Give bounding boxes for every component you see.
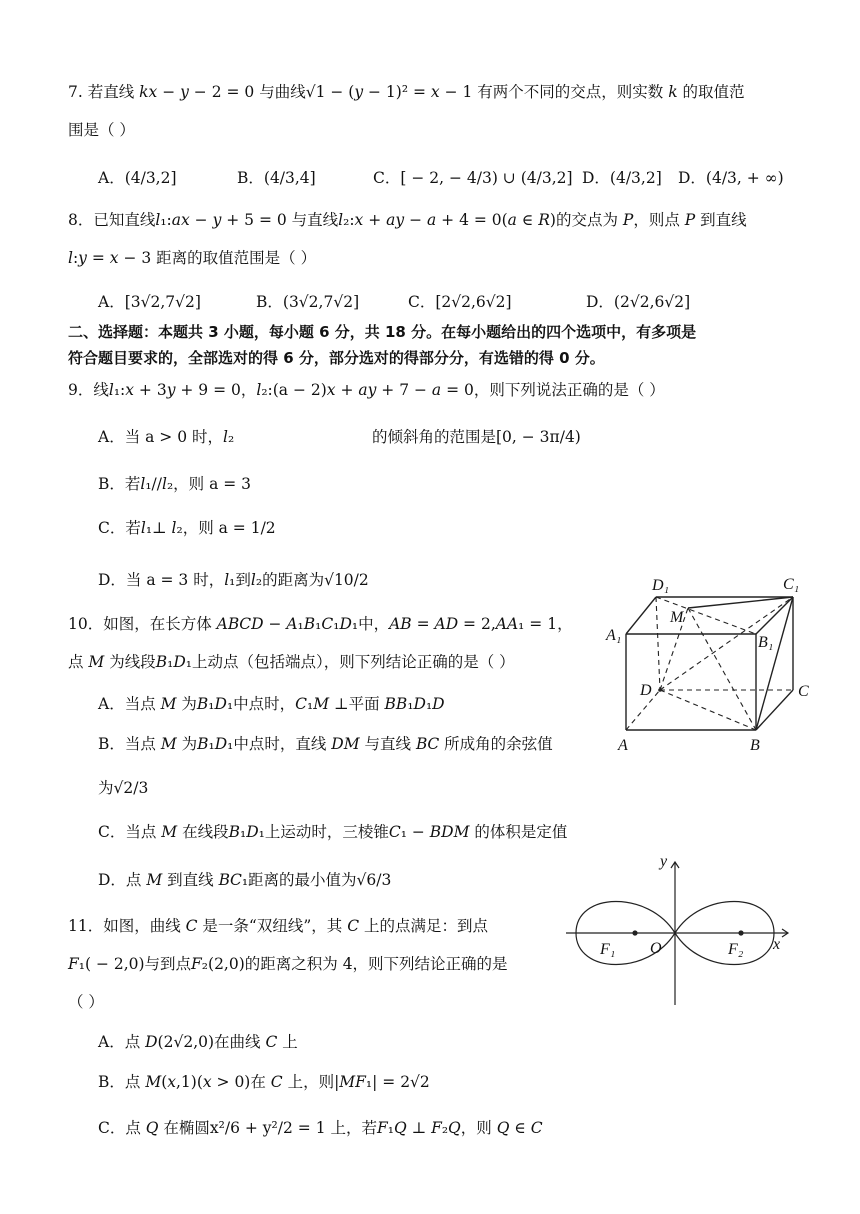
q11-option-c: C．点 𝑄 在椭圆x²/6 + y²/2 = 1 上，若𝐹₁𝑄 ⊥ 𝐹₂𝑄，则 𝑄 ∈ 𝐶 xyxy=(98,1119,543,1137)
edge-a1d1 xyxy=(626,597,656,634)
point-d xyxy=(658,688,662,692)
q9-option-a-right: 的倾斜角的范围是[0, − 3π/4) xyxy=(372,428,581,446)
q10-option-d: D．点 𝑀 到直线 𝐵𝐶₁距离的最小值为√6/3 xyxy=(98,871,392,889)
q8-option-c: C．[2√2,6√2] xyxy=(408,293,512,311)
q7-stem-line1: 7. 若直线 𝑘𝑥 − 𝑦 − 2 = 0 与曲线√1 − (𝑦 − 1)² = 𝑥 − 1 有两个不同的交点，则实数 𝑘 的取值范 xyxy=(68,83,745,101)
q8-option-b: B．(3√2,7√2] xyxy=(256,293,360,311)
q11-stem-line2: 𝐹₁( − 2,0)与到点𝐹₂(2,0)的距离之积为 4，则下列结论正确的是 xyxy=(68,955,508,973)
q11-stem-line1: 11．如图，曲线 𝐶 是一条“双纽线”，其 𝐶 上的点满足：到点 xyxy=(68,917,489,935)
label-o: O xyxy=(650,940,662,957)
label-m: M xyxy=(670,609,684,626)
q8-option-d: D．(2√2,6√2] xyxy=(586,293,691,311)
q9-option-b: B．若𝑙₁//𝑙₂，则 a = 3 xyxy=(98,475,252,493)
q7-option-b: B．(4/3,4] xyxy=(237,169,316,187)
label-d1: D₁ xyxy=(652,577,670,594)
label-f2: F₂ xyxy=(728,941,744,958)
point-f2 xyxy=(738,930,743,935)
q11-option-b: B．点 𝑀(𝑥,1)(𝑥 > 0)在 𝐶 上，则|𝑀𝐹₁| = 2√2 xyxy=(98,1073,430,1091)
q10-option-b-line1: B．当点 𝑀 为𝐵₁𝐷₁中点时，直线 𝐷𝑀 与直线 𝐵𝐶 所成角的余弦值 xyxy=(98,735,553,753)
cuboid-figure xyxy=(600,570,825,760)
q8-stem-line2: 𝑙:𝑦 = 𝑥 − 3 距离的取值范围是（ ） xyxy=(68,249,317,267)
q9-stem: 9．线𝑙₁:𝑥 + 3𝑦 + 9 = 0，𝑙₂:(a − 2)𝑥 + 𝑎𝑦 + 7 − 𝑎 = 0，则下列说法正确的是（ ） xyxy=(68,381,665,399)
section2-header-line1: 二、选择题：本题共 3 小题，每小题 6 分，共 18 分。在每小题给出的四个选项中，有多项是 xyxy=(68,323,697,341)
q10-stem-line2: 点 𝑀 为线段𝐵₁𝐷₁上动点（包括端点），则下列结论正确的是（ ） xyxy=(68,653,515,671)
label-a: A xyxy=(618,737,628,754)
q9-option-c: C．若𝑙₁⊥ 𝑙₂，则 a = 1/2 xyxy=(98,519,276,537)
q10-option-c: C．当点 𝑀 在线段𝐵₁𝐷₁上运动时，三棱锥𝐶₁ − 𝐵𝐷𝑀 的体积是定值 xyxy=(98,823,568,841)
section2-header-line2: 符合题目要求的，全部选对的得 6 分，部分选对的得部分分，有选错的得 0 分。 xyxy=(68,349,605,367)
segment-db-hidden xyxy=(660,690,756,730)
label-y: y xyxy=(660,853,668,870)
label-d: D xyxy=(640,682,652,699)
q8-stem-line1: 8．已知直线𝑙₁:𝑎𝑥 − 𝑦 + 5 = 0 与直线𝑙₂:𝑥 + 𝑎𝑦 − 𝑎 + 4 = 0(𝑎 ∈ 𝑅)的交点为 𝑃，则点 𝑃 到直线 xyxy=(68,211,747,229)
edge-dd1-hidden xyxy=(656,597,660,690)
q7-option-a: A．(4/3,2] xyxy=(98,169,177,187)
q9-option-d: D．当 a = 3 时，𝑙₁到𝑙₂的距离为√10/2 xyxy=(98,571,369,589)
q7-stem-line2: 围是（ ） xyxy=(68,121,135,139)
label-a1: A₁ xyxy=(606,627,622,644)
q8-option-a: A．[3√2,7√2] xyxy=(98,293,201,311)
lemniscate-figure xyxy=(562,850,802,1010)
label-b: B xyxy=(750,737,760,754)
label-x: x xyxy=(773,936,781,953)
q11-option-a: A．点 𝐷(2√2,0)在曲线 𝐶 上 xyxy=(98,1033,298,1051)
q11-stem-line3: （ ） xyxy=(68,993,104,1011)
q7-option-c: C．[ − 2, − 4/3) ∪ (4/3,2] xyxy=(373,169,573,187)
q9-option-a-left: A．当 a > 0 时，𝑙₂ xyxy=(98,428,235,446)
q7-option-d1: D．(4/3,2] xyxy=(582,169,662,187)
point-f1 xyxy=(632,930,637,935)
segment-mb-hidden xyxy=(688,608,756,730)
q10-option-a: A．当点 𝑀 为𝐵₁𝐷₁中点时，𝐶₁𝑀 ⊥平面 𝐵𝐵₁𝐷₁𝐷 xyxy=(98,695,445,713)
q10-option-b-line2: 为√2/3 xyxy=(98,779,149,797)
label-b1: B₁ xyxy=(758,634,774,651)
label-f1: F₁ xyxy=(600,941,616,958)
segment-mc1 xyxy=(688,597,793,608)
label-c: C xyxy=(798,683,809,700)
q10-stem-line1: 10．如图，在长方体 𝐴𝐵𝐶𝐷 − 𝐴₁𝐵₁𝐶₁𝐷₁中，𝐴𝐵 = 𝐴𝐷 = 2,𝐴𝐴₁ = 1， xyxy=(68,615,573,633)
q7-option-d2: D．(4/3, + ∞) xyxy=(678,169,784,187)
label-c1: C₁ xyxy=(783,576,800,593)
